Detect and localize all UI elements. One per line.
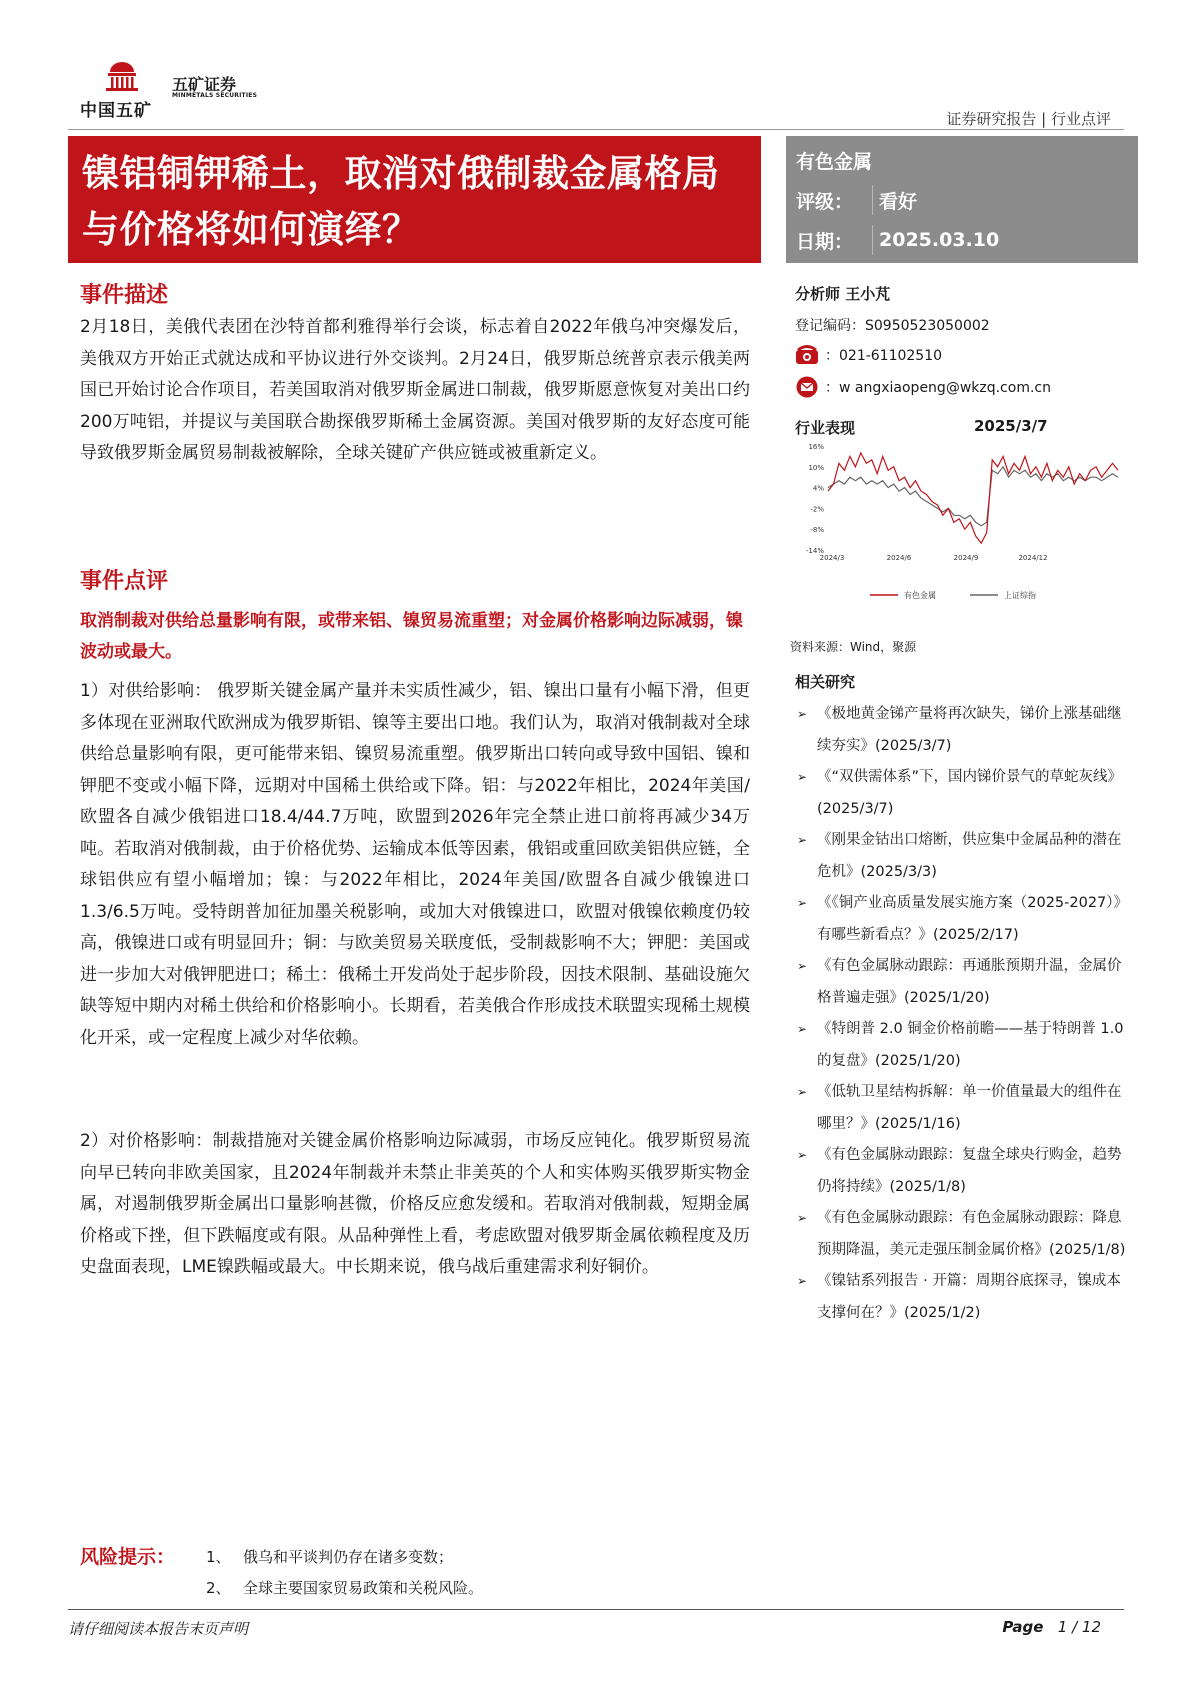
- info-divider: [872, 225, 873, 255]
- rating-info-box: [786, 136, 1138, 263]
- series-line: [828, 453, 1118, 543]
- logo-text-securities: 五矿证券: [172, 75, 237, 94]
- performance-date: 2025/3/7: [974, 417, 1048, 435]
- page-count: 1 / 12: [1057, 1618, 1101, 1636]
- arrow-bullet-icon: ➢: [797, 833, 808, 847]
- related-research-text: 《有色金属脉动跟踪：再通胀预期升温，金属价格普遍走强》(2025/1/20): [817, 958, 1122, 1006]
- title-banner: [68, 136, 761, 263]
- email-icon: [795, 376, 819, 398]
- risk-label: 风险提示：: [80, 1546, 176, 1568]
- arrow-bullet-icon: ➢: [797, 1148, 808, 1162]
- legend-label: 有色金属: [904, 591, 936, 600]
- related-research-text: 《有色金属脉动跟踪：有色金属脉动跟踪：降息预期降温，美元走强压制金属价格》(2025/1/8): [817, 1210, 1126, 1258]
- report-type: 证券研究报告 | 行业点评: [946, 110, 1111, 128]
- arrow-bullet-icon: ➢: [797, 770, 808, 784]
- header-divider: [68, 129, 1124, 130]
- arrow-bullet-icon: ➢: [797, 1085, 808, 1099]
- analyst-name: 分析师 王小芃: [795, 285, 891, 303]
- related-research-item[interactable]: [795, 1266, 1135, 1329]
- sector-name: 有色金属: [796, 150, 873, 173]
- comment-subheading: 取消制裁对供给总量影响有限，或带来铝、镍贸易流重塑；对金属价格影响边际减弱，镍波动或最大。: [80, 611, 743, 662]
- analyst-registration-id: 登记编码：S0950523050002: [795, 318, 990, 334]
- event-heading: 事件描述: [80, 283, 169, 308]
- page-label: Page: [1002, 1618, 1044, 1636]
- x-tick-label: 2024/6: [886, 554, 912, 562]
- related-research-item[interactable]: [795, 1014, 1135, 1077]
- arrow-bullet-icon: ➢: [797, 1274, 808, 1288]
- related-research-item[interactable]: [795, 762, 1135, 825]
- minmetals-emblem-icon: [102, 58, 142, 92]
- logo-text-china-minmetals: 中国五矿: [80, 101, 152, 121]
- logo-text-securities-en: MINMETALS SECURITIES: [172, 92, 258, 99]
- risk-item-number: 2、: [206, 1579, 231, 1597]
- y-tick-label: -2%: [810, 505, 824, 514]
- company-logo: [80, 52, 258, 124]
- related-research-text: 《刚果金钴出口熔断，供应集中金属品种的潜在危机》(2025/3/3): [817, 832, 1122, 880]
- y-tick-label: 16%: [808, 443, 824, 451]
- rating-row: [796, 180, 1128, 220]
- analyst-email: [795, 376, 1051, 398]
- info-divider: [872, 185, 873, 215]
- phone-icon: [795, 344, 819, 366]
- email-address: ：w angxiaopeng@wkzq.com.cn: [825, 380, 1051, 396]
- risk-item-number: 1、: [206, 1548, 231, 1566]
- related-research-item[interactable]: [795, 951, 1135, 1014]
- y-tick-label: -14%: [805, 547, 824, 555]
- related-research-heading: 相关研究: [795, 673, 856, 691]
- arrow-bullet-icon: ➢: [797, 959, 808, 973]
- footer-divider: [68, 1609, 1124, 1610]
- report-title: [82, 146, 747, 258]
- related-research-text: 《“双供需体系”下，国内锑价景气的草蛇灰线》(2025/3/7): [817, 769, 1123, 817]
- related-research-text: 《《铜产业高质量发展实施方案（2025-2027）》有哪些新看点？》(2025/2/17): [817, 895, 1129, 943]
- related-research-text: 《有色金属脉动跟踪：复盘全球央行购金，趋势仍将持续》(2025/1/8): [817, 1147, 1122, 1195]
- related-research-text: 《特朗普 2.0 铜金价格前瞻——基于特朗普 1.0 的复盘》(2025/1/20): [817, 1021, 1124, 1069]
- x-tick-label: 2024/3: [819, 554, 845, 562]
- report-title-line-1: 镍铝铜钾稀土，取消对俄制裁金属格局: [82, 152, 720, 195]
- x-tick-label: 2024/9: [953, 554, 979, 562]
- comment-heading: 事件点评: [80, 569, 169, 594]
- industry-performance-chart: [790, 438, 1130, 618]
- report-title-line-2: 与价格将如何演绎？: [82, 208, 420, 251]
- related-research-text: 《镍钴系列报告 · 开篇：周期谷底探寻，镍成本支撑何在？》(2025/1/2): [817, 1273, 1121, 1321]
- date-value: 2025.03.10: [879, 229, 1000, 251]
- chart-source: 资料来源：Wind，聚源: [790, 640, 917, 654]
- footer-disclaimer: 请仔细阅读本报告末页声明: [68, 1620, 249, 1638]
- analyst-phone: [795, 344, 942, 366]
- rating-label: 评级：: [796, 190, 854, 213]
- event-body: 2月18日，美俄代表团在沙特首都利雅得举行会谈，标志着自2022年俄乌冲突爆发后，美俄双方开始正式就达成和平协议进行外交谈判。2月24日，俄罗斯总统普京表示俄美两国已开始讨论合作项目，若美国取消对俄罗斯金属进口制裁，俄罗斯愿意恢复对美出口约200万吨铝，并提议与美国联合勘探俄罗斯稀土金属资源。美国对俄罗斯的友好态度可能导致俄罗斯金属贸易制裁被解除，全球关键矿产供应链或被重新定义。: [80, 317, 750, 463]
- rating-value: 看好: [879, 190, 918, 213]
- related-research-item[interactable]: [795, 1140, 1135, 1203]
- arrow-bullet-icon: ➢: [797, 896, 808, 910]
- x-tick-label: 2024/12: [1018, 554, 1048, 562]
- legend-label: 上证综指: [1004, 591, 1036, 600]
- arrow-bullet-icon: ➢: [797, 707, 808, 721]
- related-research-item[interactable]: [795, 825, 1135, 888]
- y-tick-label: -8%: [810, 526, 824, 535]
- series-line: [828, 467, 1118, 526]
- date-row: [796, 220, 1128, 260]
- date-label: 日期：: [796, 230, 854, 253]
- related-research-item[interactable]: [795, 1077, 1135, 1140]
- risk-item-text: 全球主要国家贸易政策和关税风险。: [243, 1579, 484, 1597]
- related-research-list: [795, 699, 1135, 1329]
- y-tick-label: 4%: [812, 484, 824, 493]
- related-research-item[interactable]: [795, 1203, 1135, 1266]
- performance-title: 行业表现: [795, 419, 856, 437]
- related-research-text: 《低轨卫星结构拆解：单一价值量最大的组件在哪里？》(2025/1/16): [817, 1084, 1122, 1132]
- y-tick-label: 10%: [808, 463, 824, 472]
- price-impact-paragraph: 2）对价格影响：制裁措施对关键金属价格影响边际减弱，市场反应钝化。俄罗斯贸易流向早已转向非欧美国家，且2024年制裁并未禁止非美英的个人和实体购买俄罗斯实物金属，对遏制俄罗斯金属出口量影响甚微，价格反应愈发缓和。若取消对俄制裁，短期金属价格或下挫，但下跌幅度或有限。从品种弹性上看，考虑欧盟对俄罗斯金属依赖程度及历史盘面表现，LME镍跌幅或最大。中长期来说，俄乌战后重建需求利好铜价。: [80, 1131, 750, 1277]
- page-number: [1002, 1618, 1101, 1636]
- arrow-bullet-icon: ➢: [797, 1022, 808, 1036]
- related-research-item[interactable]: [795, 888, 1135, 951]
- risk-item-text: 俄乌和平谈判仍存在诸多变数；: [243, 1548, 454, 1566]
- related-research-text: 《极地黄金锑产量将再次缺失，锑价上涨基础继续夯实》(2025/3/7): [817, 706, 1122, 754]
- related-research-item[interactable]: [795, 699, 1135, 762]
- phone-number: ：021-61102510: [825, 348, 943, 364]
- sector-row: [796, 140, 1128, 180]
- supply-impact-paragraph: 1）对供给影响： 俄罗斯关键金属产量并未实质性减少，铝、镍出口量有小幅下滑，但更多体现在亚洲取代欧洲成为俄罗斯铝、镍等主要出口地。我们认为，取消对俄制裁对全球供给总量影响有限，更可能带来铝、镍贸易流重塑。俄罗斯出口转向或导致中国铝、镍和钾肥不变或小幅下降，远期对中国稀土供给或下降。铝：与2022年相比，2024年美国/欧盟各自减少俄铝进口18.4/44.7万吨，欧盟到2026年完全禁止进口前将再减少34万吨。若取消对俄制裁，由于价格优势、运输成本低等因素，俄铝或重回欧美铝供应链，全球铝供应有望小幅增加；镍：与2022年相比，2024年美国/欧盟各自减少俄镍进口1.3/6.5万吨。受特朗普加征加墨关税影响，或加大对俄镍进口，欧盟对俄镍依赖度仍较高，俄镍进口或有明显回升；铜：与欧美贸易关联度低，受制裁影响不大；钾肥：美国或进一步加大对俄钾肥进口；稀土：俄稀土开发尚处于起步阶段，因技术限制、基础设施欠缺等短中期内对稀土供给和价格影响小。长期看，若美俄合作形成技术联盟实现稀土规模化开采，或一定程度上减少对华依赖。: [80, 681, 750, 1048]
- arrow-bullet-icon: ➢: [797, 1211, 808, 1225]
